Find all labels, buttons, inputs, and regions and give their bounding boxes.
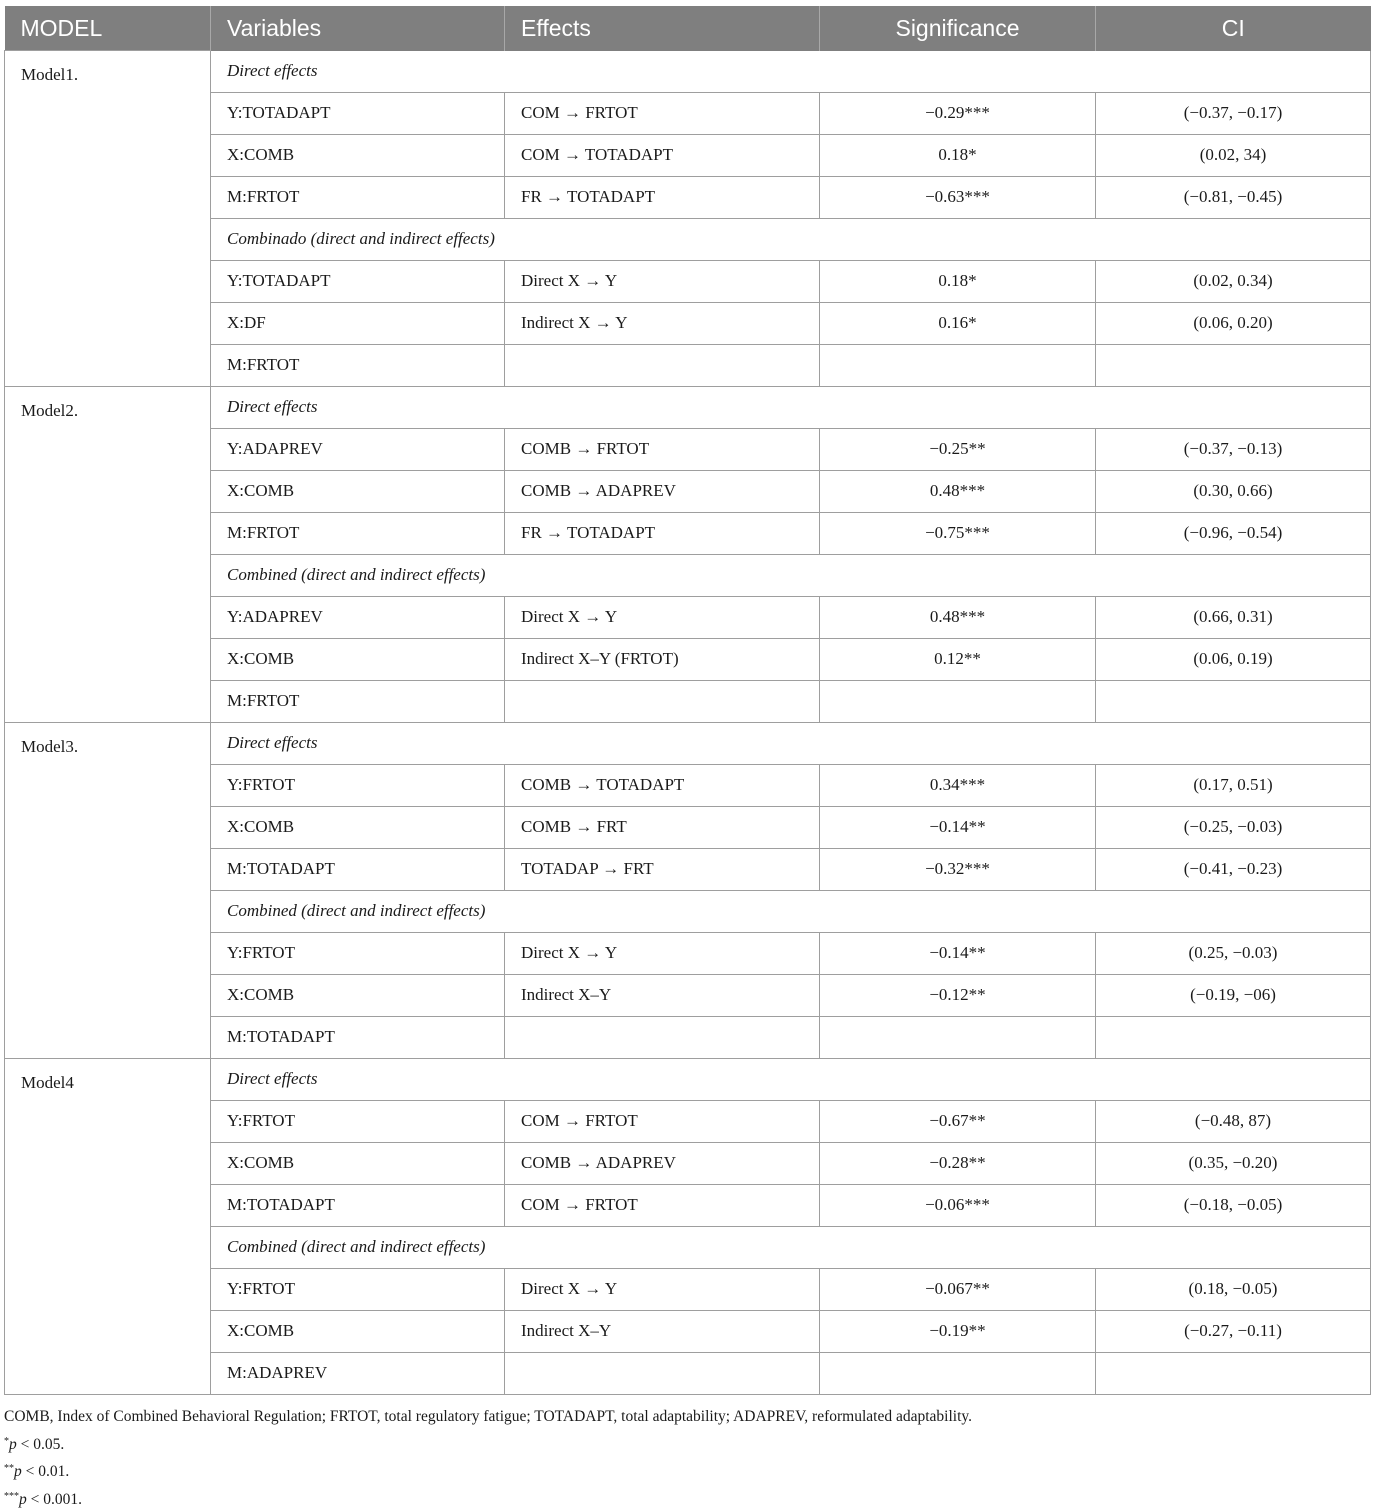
- cell-significance: 0.18*: [820, 134, 1096, 176]
- section-title: Direct effects: [211, 386, 1371, 428]
- cell-variable: Y:FRTOT: [211, 764, 505, 806]
- cell-significance: [820, 680, 1096, 722]
- cell-effect: COM → FRTOT: [505, 1184, 820, 1226]
- section-row: [5, 722, 1371, 764]
- footnote-p05: *p < 0.05.: [4, 1430, 972, 1458]
- cell-ci: (−0.19, −06): [1096, 974, 1371, 1016]
- cell-significance: 0.12**: [820, 638, 1096, 680]
- section-row: [5, 386, 1371, 428]
- cell-effect: Indirect X–Y: [505, 974, 820, 1016]
- cell-ci: (0.02, 0.34): [1096, 260, 1371, 302]
- cell-effect: Indirect X → Y: [505, 302, 820, 344]
- cell-variable: M:TOTADAPT: [211, 1016, 505, 1058]
- cell-significance: −0.28**: [820, 1142, 1096, 1184]
- cell-significance: −0.14**: [820, 932, 1096, 974]
- cell-variable: Y:ADAPREV: [211, 428, 505, 470]
- cell-ci: [1096, 1016, 1371, 1058]
- header-ci: CI: [1096, 6, 1371, 51]
- cell-effect: FR → TOTADAPT: [505, 176, 820, 218]
- cell-ci: (−0.48, 87): [1096, 1100, 1371, 1142]
- cell-ci: (−0.37, −0.17): [1096, 92, 1371, 134]
- model-label: Model3.: [5, 722, 211, 1058]
- footnote-p01: **p < 0.01.: [4, 1457, 972, 1485]
- cell-variable: M:TOTADAPT: [211, 848, 505, 890]
- cell-significance: −0.63***: [820, 176, 1096, 218]
- cell-significance: −0.14**: [820, 806, 1096, 848]
- cell-ci: (0.35, −0.20): [1096, 1142, 1371, 1184]
- cell-effect: COMB → FRT: [505, 806, 820, 848]
- cell-effect: [505, 1352, 820, 1394]
- cell-ci: (0.25, −0.03): [1096, 932, 1371, 974]
- cell-significance: −0.32***: [820, 848, 1096, 890]
- cell-effect: [505, 680, 820, 722]
- section-title: Direct effects: [211, 722, 1371, 764]
- cell-variable: X:COMB: [211, 134, 505, 176]
- footnote-abbreviations: COMB, Index of Combined Behavioral Regulation; FRTOT, total regulatory fatigue; TOTADAPT, total adaptability; ADAPREV, reformulated adaptability.: [4, 1405, 972, 1430]
- cell-ci: (−0.18, −0.05): [1096, 1184, 1371, 1226]
- header-row: [5, 6, 1371, 51]
- cell-effect: Direct X → Y: [505, 260, 820, 302]
- cell-ci: [1096, 1352, 1371, 1394]
- model-label: Model1.: [5, 51, 211, 387]
- header-variables: Variables: [211, 6, 505, 51]
- cell-ci: (0.06, 0.19): [1096, 638, 1371, 680]
- cell-variable: X:COMB: [211, 1310, 505, 1352]
- cell-ci: (0.06, 0.20): [1096, 302, 1371, 344]
- cell-variable: Y:FRTOT: [211, 932, 505, 974]
- model-label: Model4: [5, 1058, 211, 1394]
- cell-ci: [1096, 344, 1371, 386]
- cell-variable: Y:TOTADAPT: [211, 260, 505, 302]
- cell-variable: X:COMB: [211, 638, 505, 680]
- cell-variable: Y:TOTADAPT: [211, 92, 505, 134]
- cell-variable: X:COMB: [211, 806, 505, 848]
- cell-variable: Y:FRTOT: [211, 1268, 505, 1310]
- cell-ci: (0.18, −0.05): [1096, 1268, 1371, 1310]
- header-model: MODEL: [5, 6, 211, 51]
- cell-ci: (0.30, 0.66): [1096, 470, 1371, 512]
- section-title: Direct effects: [211, 1058, 1371, 1100]
- cell-effect: COMB → FRTOT: [505, 428, 820, 470]
- cell-effect: Indirect X–Y: [505, 1310, 820, 1352]
- cell-ci: (0.02, 34): [1096, 134, 1371, 176]
- cell-effect: Indirect X–Y (FRTOT): [505, 638, 820, 680]
- cell-effect: COM → TOTADAPT: [505, 134, 820, 176]
- cell-significance: −0.06***: [820, 1184, 1096, 1226]
- cell-significance: [820, 1352, 1096, 1394]
- cell-ci: (−0.81, −0.45): [1096, 176, 1371, 218]
- cell-ci: (−0.41, −0.23): [1096, 848, 1371, 890]
- section-title: Combined (direct and indirect effects): [211, 554, 1371, 596]
- cell-significance: 0.16*: [820, 302, 1096, 344]
- cell-variable: M:FRTOT: [211, 680, 505, 722]
- cell-effect: COM → FRTOT: [505, 92, 820, 134]
- section-title: Direct effects: [211, 51, 1371, 93]
- cell-significance: [820, 1016, 1096, 1058]
- cell-variable: X:COMB: [211, 470, 505, 512]
- cell-variable: Y:FRTOT: [211, 1100, 505, 1142]
- cell-variable: Y:ADAPREV: [211, 596, 505, 638]
- cell-ci: (−0.96, −0.54): [1096, 512, 1371, 554]
- cell-effect: [505, 344, 820, 386]
- cell-ci: (0.66, 0.31): [1096, 596, 1371, 638]
- section-title: Combinado (direct and indirect effects): [211, 218, 1371, 260]
- cell-effect: COMB → TOTADAPT: [505, 764, 820, 806]
- cell-ci: [1096, 680, 1371, 722]
- table-body: [5, 51, 1371, 1395]
- cell-ci: (0.17, 0.51): [1096, 764, 1371, 806]
- cell-effect: Direct X → Y: [505, 596, 820, 638]
- cell-effect: COMB → ADAPREV: [505, 1142, 820, 1184]
- cell-variable: X:COMB: [211, 974, 505, 1016]
- model-label: Model2.: [5, 386, 211, 722]
- cell-effect: Direct X → Y: [505, 932, 820, 974]
- cell-effect: FR → TOTADAPT: [505, 512, 820, 554]
- header-effects: Effects: [505, 6, 820, 51]
- cell-significance: −0.19**: [820, 1310, 1096, 1352]
- cell-significance: −0.067**: [820, 1268, 1096, 1310]
- cell-significance: −0.25**: [820, 428, 1096, 470]
- table-footnotes: [4, 1405, 972, 1512]
- cell-significance: −0.75***: [820, 512, 1096, 554]
- cell-significance: 0.48***: [820, 596, 1096, 638]
- section-title: Combined (direct and indirect effects): [211, 890, 1371, 932]
- header-significance: Significance: [820, 6, 1096, 51]
- section-row: [5, 1058, 1371, 1100]
- cell-variable: M:FRTOT: [211, 176, 505, 218]
- cell-variable: M:FRTOT: [211, 344, 505, 386]
- cell-significance: −0.67**: [820, 1100, 1096, 1142]
- results-table: [4, 6, 1371, 1395]
- cell-ci: (−0.27, −0.11): [1096, 1310, 1371, 1352]
- cell-effect: TOTADAP → FRT: [505, 848, 820, 890]
- cell-significance: 0.18*: [820, 260, 1096, 302]
- cell-variable: M:TOTADAPT: [211, 1184, 505, 1226]
- cell-significance: 0.48***: [820, 470, 1096, 512]
- footnote-p001: ***p < 0.001.: [4, 1485, 972, 1512]
- cell-significance: −0.29***: [820, 92, 1096, 134]
- cell-significance: 0.34***: [820, 764, 1096, 806]
- cell-variable: X:DF: [211, 302, 505, 344]
- cell-ci: (−0.37, −0.13): [1096, 428, 1371, 470]
- cell-significance: −0.12**: [820, 974, 1096, 1016]
- section-title: Combined (direct and indirect effects): [211, 1226, 1371, 1268]
- cell-effect: [505, 1016, 820, 1058]
- cell-effect: COMB → ADAPREV: [505, 470, 820, 512]
- cell-ci: (−0.25, −0.03): [1096, 806, 1371, 848]
- section-row: [5, 51, 1371, 93]
- cell-variable: X:COMB: [211, 1142, 505, 1184]
- cell-effect: COM → FRTOT: [505, 1100, 820, 1142]
- cell-significance: [820, 344, 1096, 386]
- cell-variable: M:ADAPREV: [211, 1352, 505, 1394]
- cell-effect: Direct X → Y: [505, 1268, 820, 1310]
- cell-variable: M:FRTOT: [211, 512, 505, 554]
